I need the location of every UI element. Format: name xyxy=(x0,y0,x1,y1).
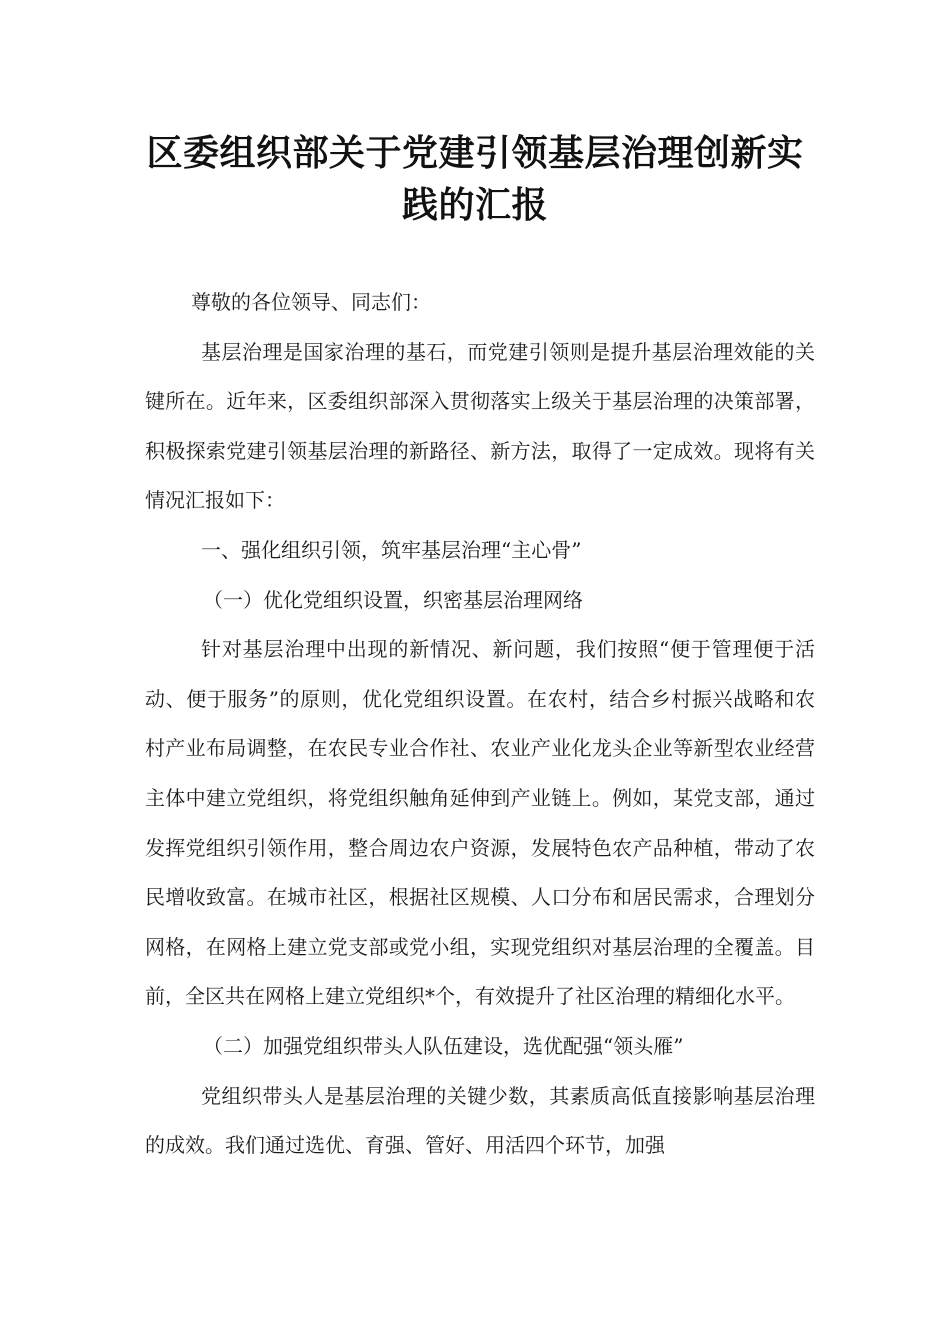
document-body xyxy=(145,278,815,1171)
subsection-heading-1: （一）优化党组织设置，织密基层治理网络 xyxy=(203,587,583,612)
title-line-1: 区委组织部关于党建引领基层治理创新实 xyxy=(146,133,804,174)
intro-paragraph: 基层治理是国家治理的基石，而党建引领则是提升基层治理效能的关键所在。近年来，区委组织部深入贯彻落实上级关于基层治理的决策部署，积极探索党建引领基层治理的新路径、新方法，取得了一定成效。现将有关情况汇报如下： xyxy=(145,339,815,513)
salutation: 尊敬的各位领导、同志们： xyxy=(191,290,431,314)
section-heading-1: 一、强化组织引领，筑牢基层治理“主心骨” xyxy=(201,537,582,562)
subsection-2-paragraph: 党组织带头人是基层治理的关键少数，其素质高低直接影响基层治理的成效。我们通过选优、育强、管好、用活四个环节，加强 xyxy=(145,1083,815,1158)
document-title xyxy=(120,128,830,232)
subsection-1-paragraph: 针对基层治理中出现的新情况、新问题，我们按照“便于管理便于活动、便于服务”的原则，优化党组织设置。在农村，结合乡村振兴战略和农村产业布局调整，在农民专业合作社、农业产业化龙头企业等新型农业经营主体中建立党组织，将党组织触角延伸到产业链上。例如，某党支部，通过发挥党组织引领作用，整合周边农户资源，发展特色农产品种植，带动了农民增收致富。在城市社区，根据社区规模、人口分布和居民需求，合理划分网格，在网格上建立党支部或党小组，实现党组织对基层治理的全覆盖。目前，全区共在网格上建立党组织*个，有效提升了社区治理的精细化水平。 xyxy=(145,637,815,1009)
title-line-2: 践的汇报 xyxy=(401,185,548,226)
subsection-heading-2: （二）加强党组织带头人队伍建设，选优配强“领头雁” xyxy=(203,1033,684,1058)
